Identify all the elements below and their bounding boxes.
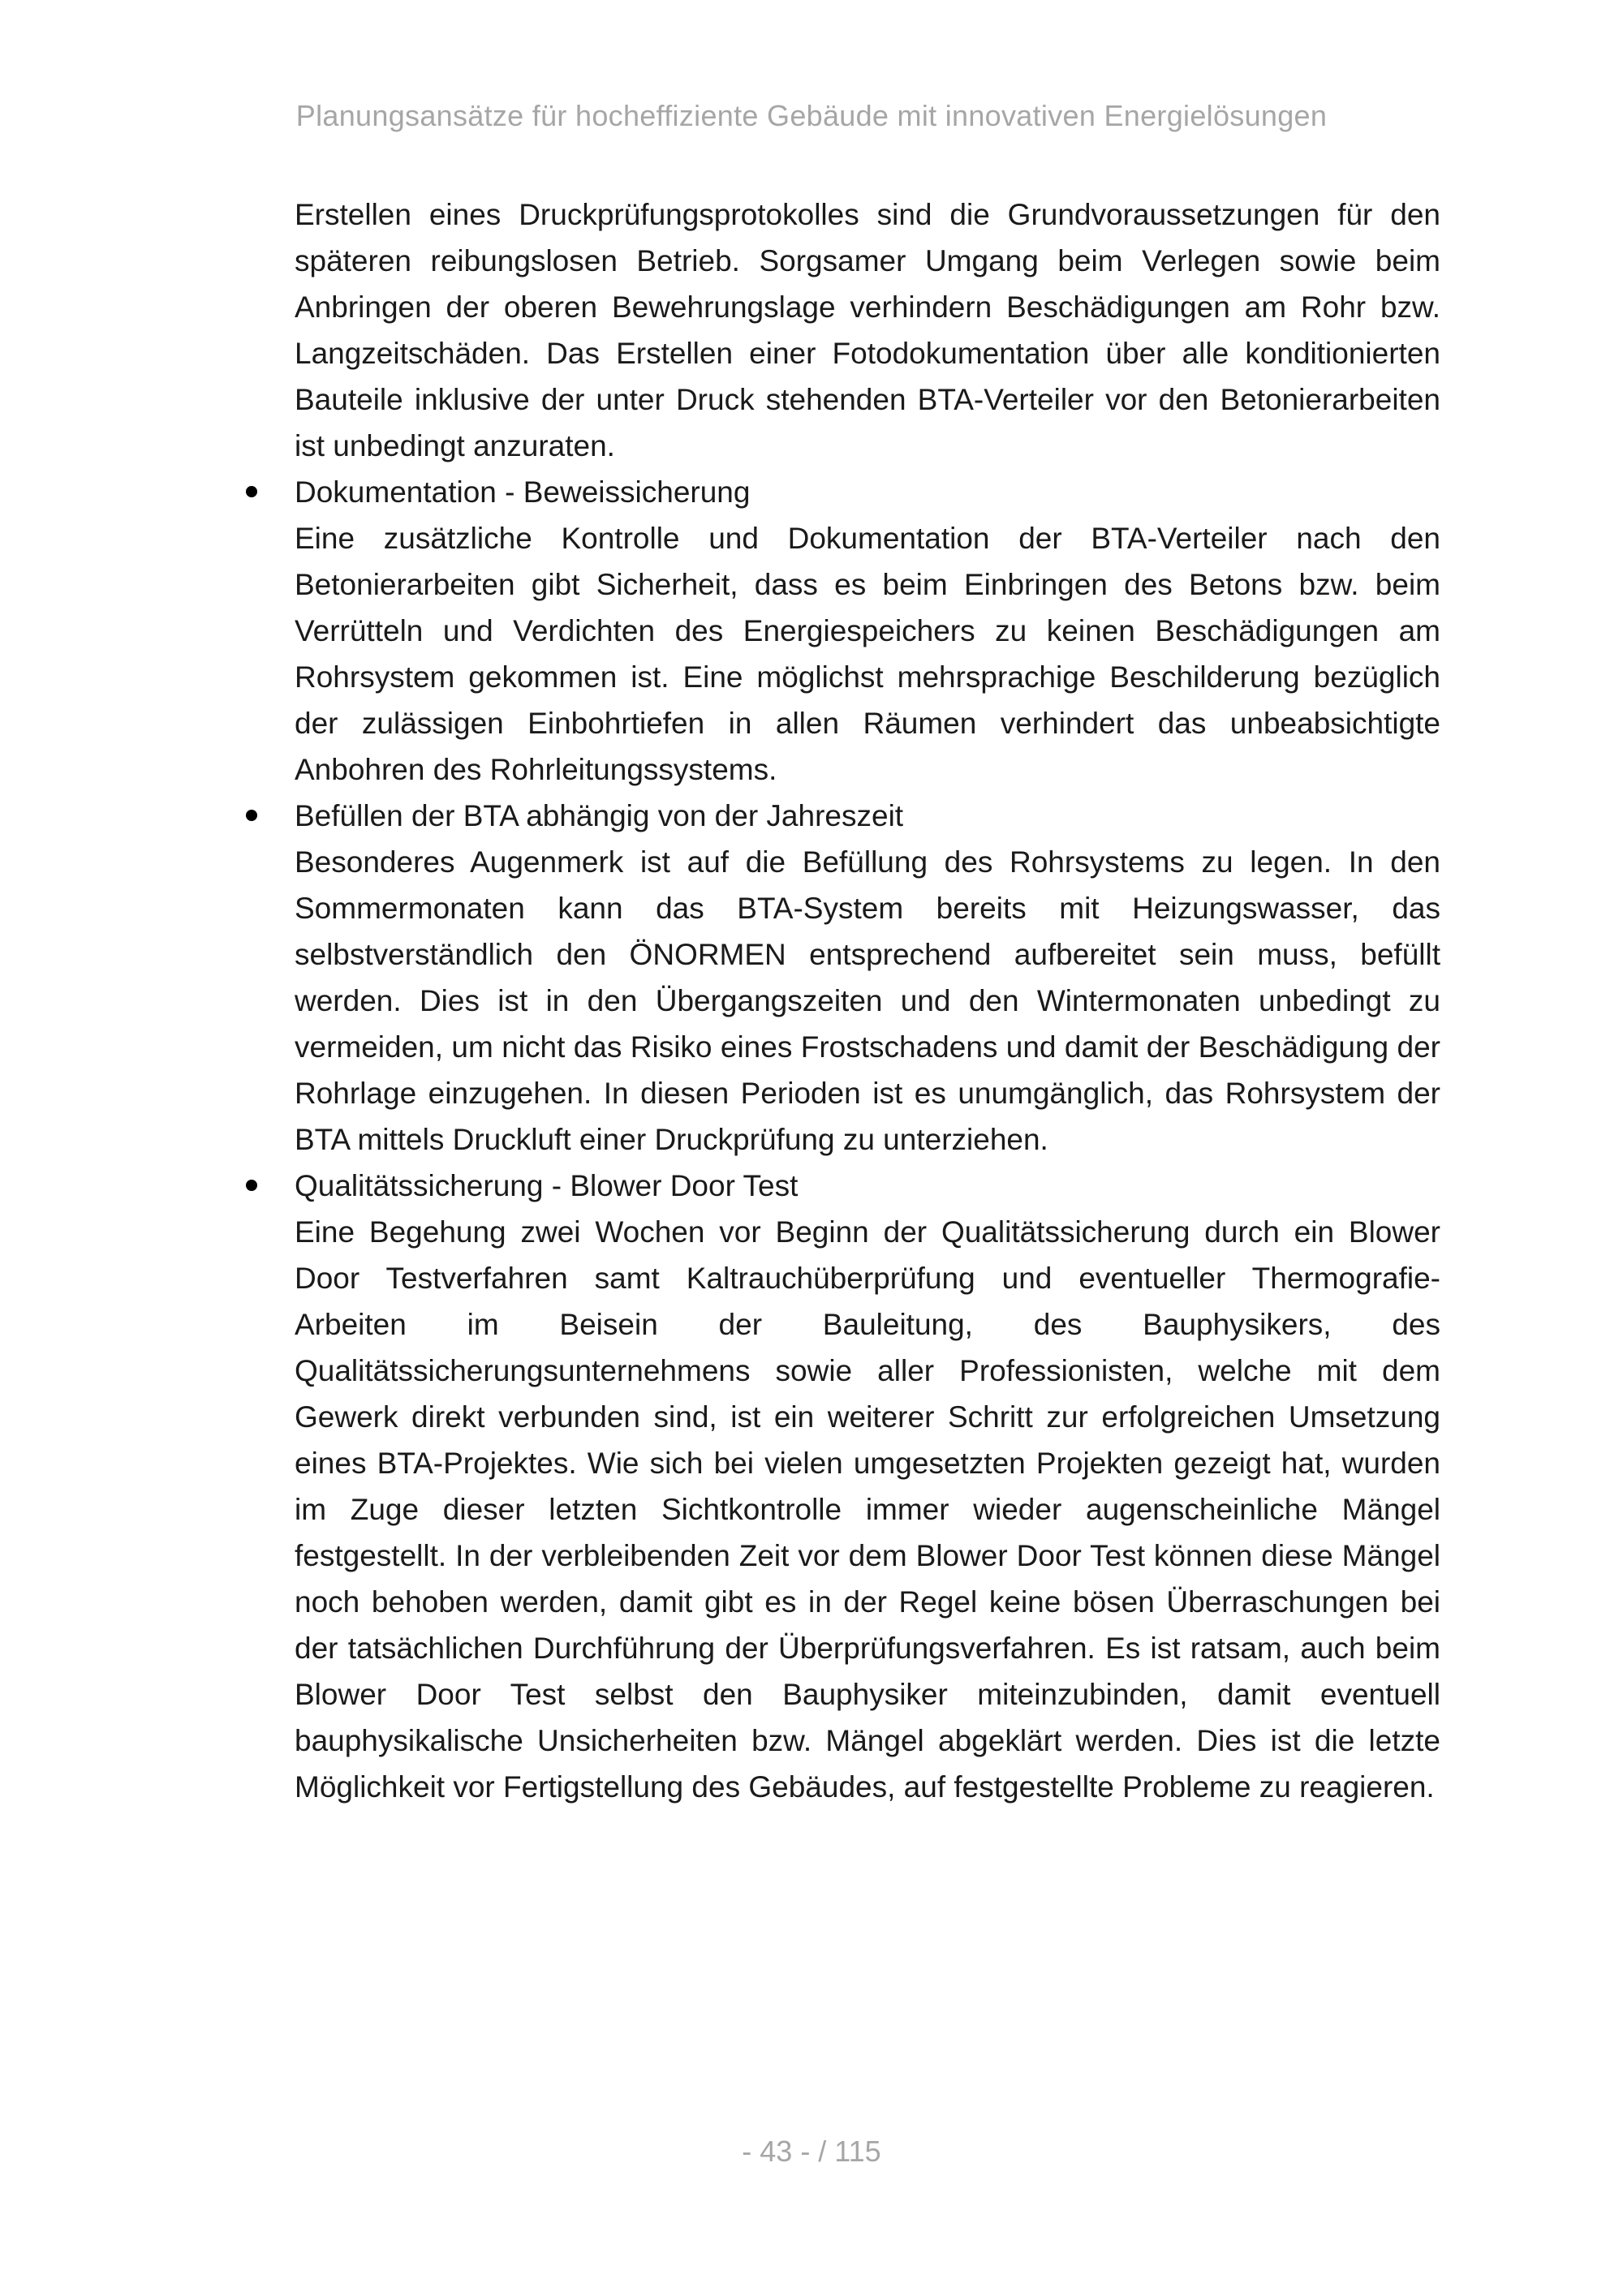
bullet-icon <box>246 810 257 821</box>
bullet-icon <box>246 1180 257 1191</box>
bullet-icon <box>246 486 257 497</box>
item-heading: Dokumentation - Beweissicherung <box>295 475 751 509</box>
item-text: Eine Begehung zwei Wochen vor Beginn der Qualitätssicherung durch ein Blower Door Testverfahren samt Kaltrauchüberprüfung und eventueller Thermografie-Arbeiten im Beisein der Bauleitung, des Bauphysikers, des Qualitätssicherungsunternehmens sowie aller Professionisten, welche mit dem Gewerk direkt verbunden sind, ist ein weiterer Schritt zur erfolgreichen Umsetzung eines BTA-Projektes. Wie sich bei vielen umgesetzten Projekten gezeigt hat, wurden im Zuge dieser letzten Sichtkontrolle immer wieder augenscheinliche Mängel festgestellt. In der verbleibenden Zeit vor dem Blower Door Test können diese Mängel noch behoben werden, damit gibt es in der Regel keine bösen Überraschungen bei der tatsächlichen Durchführung der Überprüfungsverfahren. Es ist ratsam, auch beim Blower Door Test selbst den Bauphysiker miteinzubinden, damit eventuell bauphysikalische Unsicherheiten bzw. Mängel abgeklärt werden. Dies ist die letzte Möglichkeit vor Fertigstellung des Gebäudes, auf festgestellte Probleme zu reagieren. <box>295 1215 1440 1804</box>
page-number: - 43 - / 115 <box>742 2135 881 2168</box>
list-item <box>295 1163 1440 1810</box>
item-heading: Befüllen der BTA abhängig von der Jahreszeit <box>295 799 904 832</box>
intro-paragraph: Erstellen eines Druckprüfungsprotokolles sind die Grundvoraussetzungen für den späteren reibungslosen Betrieb. Sorgsamer Umgang beim Verlegen sowie beim Anbringen der oberen Bewehrungslage verhindern Beschädigungen am Rohr bzw. Langzeitschäden. Das Erstellen einer Fotodokumentation über alle konditionierten Bauteile inklusive der unter Druck stehenden BTA-Verteiler vor den Betonierarbeiten ist unbedingt anzuraten. <box>295 198 1440 462</box>
item-heading: Qualitätssicherung - Blower Door Test <box>295 1169 799 1202</box>
item-text: Eine zusätzliche Kontrolle und Dokumentation der BTA-Verteiler nach den Betonierarbeiten gibt Sicherheit, dass es beim Einbringen des Betons bzw. beim Verrütteln und Verdichten des Energiespeichers zu keinen Beschädigungen am Rohrsystem gekommen ist. Eine möglichst mehrsprachige Beschilderung bezüglich der zulässigen Einbohrtiefen in allen Räumen verhindert das unbeabsichtigte Anbohren des Rohrleitungssystems. <box>295 522 1440 786</box>
list-item <box>295 793 1440 1163</box>
page-body <box>295 191 1440 1810</box>
list-item <box>295 469 1440 793</box>
running-header: Planungsansätze für hocheffiziente Gebäude mit innovativen Energielösungen <box>295 99 1328 132</box>
bullet-list <box>295 469 1440 1810</box>
item-text: Besonderes Augenmerk ist auf die Befüllung des Rohrsystems zu legen. In den Sommermonaten kann das BTA-System bereits mit Heizungswasser, das selbstverständlich den ÖNORMEN entsprechend aufbereitet sein muss, befüllt werden. Dies ist in den Übergangszeiten und den Wintermonaten unbedingt zu vermeiden, um nicht das Risiko eines Frostschadens und damit der Beschädigung der Rohrlage einzugehen. In diesen Perioden ist es unumgänglich, das Rohrsystem der BTA mittels Druckluft einer Druckprüfung zu unterziehen. <box>295 845 1440 1156</box>
